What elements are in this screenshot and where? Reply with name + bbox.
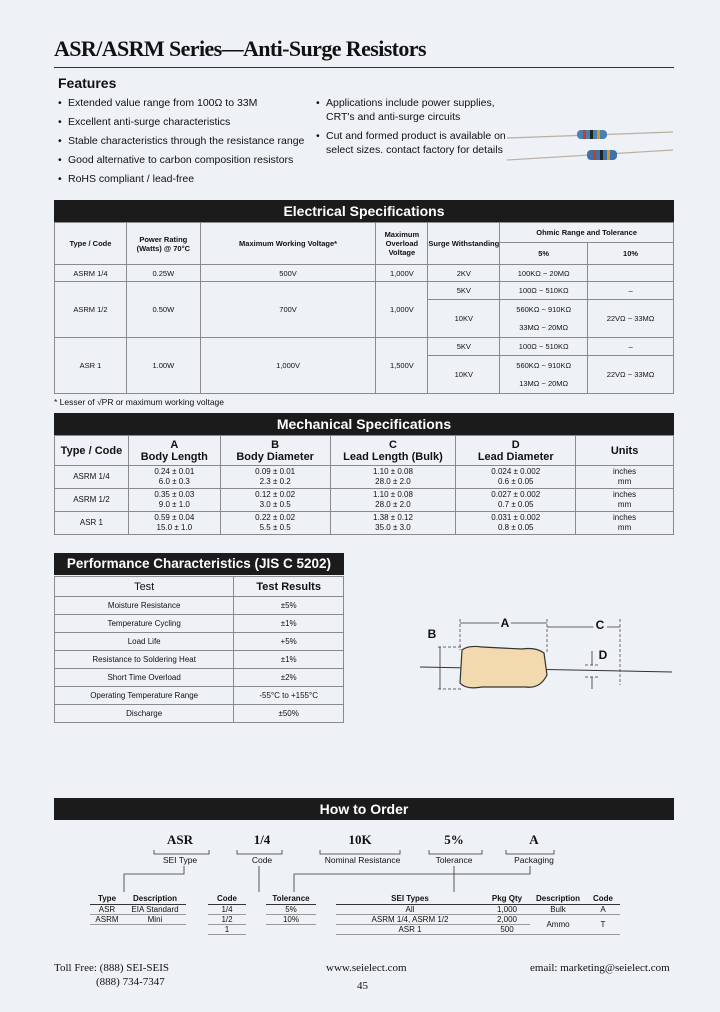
header-lead-diameter [456,436,576,466]
order-label-size: Code [251,855,273,865]
unit-mm: mm [617,523,632,532]
value-inch: 0.35 ± 0.03 [154,490,195,499]
unit-mm: mm [617,500,632,509]
test-result: -55°C to +155°C [234,687,344,705]
cell-d [456,512,576,535]
cell-surge: 2KV [428,265,500,282]
unit-inch: inches [613,490,637,499]
features-list-left [58,94,318,189]
cell-power: 1.00W [126,338,200,394]
dim-label-b: B [427,627,437,641]
cell-type: ASRM 1/4 [55,466,129,489]
test-name: Short Time Overload [55,669,234,687]
unit-mm: mm [617,477,632,486]
pkg-types: All [336,905,484,915]
value-inch: 0.027 ± 0.002 [491,490,541,499]
header-description: Description [124,893,186,905]
test-name: Temperature Cycling [55,615,234,633]
cell-b [220,466,330,489]
title-rule [54,67,674,68]
cell-range-10: – [588,338,674,356]
value-mm: 0.6 ± 0.05 [497,477,534,486]
header-type: Type [90,893,124,905]
order-heading: How to Order [54,798,674,820]
value-mm: 28.0 ± 2.0 [375,500,411,509]
pkg-code: A [586,905,620,915]
footer-website[interactable]: www.seielect.com [326,962,407,974]
type-desc: Mini [124,915,186,925]
range-line: 13MΩ ~ 20MΩ [519,379,569,388]
mechanical-table [54,435,674,535]
value-inch: 0.12 ± 0.02 [255,490,296,499]
dim-letter: D [511,438,520,451]
pkg-types: ASR 1 [336,925,484,935]
cell-type: ASRM 1/2 [55,489,129,512]
electrical-heading: Electrical Specifications [54,200,674,222]
type-desc: EIA Standard [124,905,186,915]
header-result: Test Results [234,577,344,597]
pkg-desc: Bulk [530,905,586,915]
header-code: Code [586,893,620,905]
header-description: Description [530,893,586,905]
tolerance-value: 10% [266,915,316,925]
cell-range-10 [588,265,674,282]
value-inch: 0.59 ± 0.04 [154,513,195,522]
test-name: Operating Temperature Range [55,687,234,705]
cell-units [576,489,674,512]
cell-b [220,512,330,535]
range-line: 33MΩ ~ 20MΩ [519,323,569,332]
value-mm: 6.0 ± 0.3 [158,477,190,486]
cell-type: ASR 1 [55,338,127,394]
header-lead-length [330,436,456,466]
unit-inch: inches [613,467,637,476]
cell-c [330,466,456,489]
test-result: ±1% [234,615,344,633]
cell-d [456,489,576,512]
order-code-resistance: 10K [348,832,372,847]
cell-units [576,512,674,535]
pkg-qty: 1,000 [484,905,530,915]
order-label-tolerance: Tolerance [435,855,473,865]
feature-item: • Applications include power supplies, CRT's and anti-surge circuits [316,96,506,124]
header-ohmic: Ohmic Range and Tolerance [500,223,674,243]
header-voltage: Maximum Working Voltage* [200,223,376,265]
cell-surge: 10KV [428,356,500,394]
feature-item: • Good alternative to carbon composition resistors [58,151,318,170]
feature-item: • Cut and formed product is available on select sizes. contact factory for details [316,129,506,157]
order-label-resistance: Nominal Resistance [324,855,401,865]
header-10pct: 10% [588,243,674,265]
test-name: Load Life [55,633,234,651]
header-5pct: 5% [500,243,588,265]
value-mm: 0.8 ± 0.05 [497,523,534,532]
order-brackets [54,848,674,896]
header-sei-types: SEI Types [336,893,484,905]
tolerance-value: 5% [266,905,316,915]
cell-range-5 [500,300,588,338]
dim-label: Body Length [140,450,208,463]
cell-d [456,466,576,489]
footer-email[interactable]: email: marketing@seielect.com [530,962,670,974]
header-body-diameter [220,436,330,466]
type-code: ASR [90,905,124,915]
dim-label-d: D [598,648,608,662]
test-name: Moisture Resistance [55,597,234,615]
value-inch: 0.09 ± 0.01 [255,467,296,476]
cell-c [330,489,456,512]
size-code: 1 [208,925,246,935]
cell-range-10: 22VΩ ~ 33MΩ [588,300,674,338]
feature-item: • Stable characteristics through the resistance range [58,132,318,151]
pkg-qty: 2,000 [484,915,530,925]
order-packaging-table [336,893,620,935]
cell-surge: 5KV [428,282,500,300]
test-name: Discharge [55,705,234,723]
electrical-table [54,222,674,394]
cell-a [128,512,220,535]
header-units: Units [576,436,674,466]
range-line: 560KΩ ~ 910KΩ [516,305,572,314]
pkg-desc: Ammo [530,915,586,935]
cell-type: ASRM 1/2 [55,282,127,338]
order-label-packaging: Packaging [514,855,554,865]
cell-voltage: 1,000V [200,338,376,394]
pkg-qty: 500 [484,925,530,935]
value-inch: 0.024 ± 0.002 [491,467,541,476]
size-code: 1/4 [208,905,246,915]
header-surge: Surge Withstanding [428,223,500,265]
pkg-code: T [586,915,620,935]
value-mm: 0.7 ± 0.05 [497,500,534,509]
dimension-diagram [410,605,680,715]
features-heading: Features [58,75,117,91]
cell-range-5: 100Ω ~ 510KΩ [500,338,588,356]
feature-item: • RoHS compliant / lead-free [58,170,318,189]
value-mm: 9.0 ± 1.0 [158,500,190,509]
pkg-types: ASRM 1/4, ASRM 1/2 [336,915,484,925]
value-inch: 0.031 ± 0.002 [491,513,541,522]
cell-range-5: 100Ω ~ 510KΩ [500,282,588,300]
size-code: 1/2 [208,915,246,925]
cell-a [128,466,220,489]
order-tolerance-table [266,893,316,925]
dim-letter: A [170,438,179,451]
cell-range-10: – [588,282,674,300]
cell-range-5: 100KΩ ~ 20MΩ [500,265,588,282]
header-type: Type / Code [55,436,129,466]
footer-phone: (888) 734-7347 [96,976,165,988]
cell-a [128,489,220,512]
cell-range-10: 22VΩ ~ 33MΩ [588,356,674,394]
cell-type: ASRM 1/4 [55,265,127,282]
value-mm: 35.0 ± 3.0 [375,523,411,532]
value-mm: 2.3 ± 0.2 [259,477,291,486]
header-overload: Maximum Overload Voltage [376,223,428,265]
range-line: 560KΩ ~ 910KΩ [516,361,572,370]
header-type: Type / Code [55,223,127,265]
performance-heading: Performance Characteristics (JIS C 5202) [54,553,344,575]
dim-label: Lead Diameter [477,450,554,463]
order-code-size: 1/4 [253,832,271,847]
header-test: Test [55,577,234,597]
cell-voltage: 500V [200,265,376,282]
feature-item: • Excellent anti-surge characteristics [58,113,318,132]
features-list-right [316,96,506,162]
value-inch: 1.10 ± 0.08 [372,490,413,499]
electrical-footnote: * Lesser of √PR or maximum working voltage [54,397,225,407]
test-result: +5% [234,633,344,651]
feature-item: • Extended value range from 100Ω to 33M [58,94,318,113]
value-inch: 1.38 ± 0.12 [372,513,413,522]
footer-tollfree: Toll Free: (888) SEI-SEIS [54,962,170,974]
type-code: ASRM [90,915,124,925]
page-number: 45 [357,980,368,992]
dim-letter: C [388,438,397,451]
header-body-length [128,436,220,466]
header-code: Code [208,893,246,905]
test-result: ±50% [234,705,344,723]
page-title: ASR/ASRM Series—Anti-Surge Resistors [54,36,426,61]
cell-surge: 10KV [428,300,500,338]
value-mm: 5.5 ± 0.5 [259,523,291,532]
order-code-packaging: A [529,832,539,847]
dim-label: Lead Length (Bulk) [343,450,443,463]
unit-inch: inches [613,513,637,522]
header-power: Power Rating (Watts) @ 70°C [126,223,200,265]
cell-surge: 5KV [428,338,500,356]
performance-table [54,576,344,723]
value-mm: 28.0 ± 2.0 [375,477,411,486]
mechanical-heading: Mechanical Specifications [54,413,674,435]
order-code-type: ASR [166,832,193,847]
cell-c [330,512,456,535]
order-type-table [90,893,186,925]
test-result: ±2% [234,669,344,687]
value-inch: 0.22 ± 0.02 [255,513,296,522]
cell-range-5 [500,356,588,394]
cell-units [576,466,674,489]
value-mm: 15.0 ± 1.0 [156,523,193,532]
dim-label-c: C [595,618,605,632]
cell-type: ASR 1 [55,512,129,535]
cell-overload: 1,000V [376,282,428,338]
test-name: Resistance to Soldering Heat [55,651,234,669]
test-result: ±5% [234,597,344,615]
dim-label-a: A [500,616,510,630]
cell-power: 0.25W [126,265,200,282]
header-pkg-qty: Pkg Qty [484,893,530,905]
dim-letter: B [271,438,280,451]
test-result: ±1% [234,651,344,669]
resistor-photo [505,122,675,170]
value-inch: 0.24 ± 0.01 [154,467,195,476]
cell-overload: 1,000V [376,265,428,282]
order-code-tolerance: 5% [444,832,464,847]
cell-b [220,489,330,512]
cell-voltage: 700V [200,282,376,338]
dim-label: Body Diameter [236,450,314,463]
cell-overload: 1,500V [376,338,428,394]
value-mm: 3.0 ± 0.5 [259,500,291,509]
value-inch: 1.10 ± 0.08 [372,467,413,476]
cell-power: 0.50W [126,282,200,338]
order-label-type: SEI Type [162,855,198,865]
order-code-table [208,893,246,935]
header-tolerance: Tolerance [266,893,316,905]
